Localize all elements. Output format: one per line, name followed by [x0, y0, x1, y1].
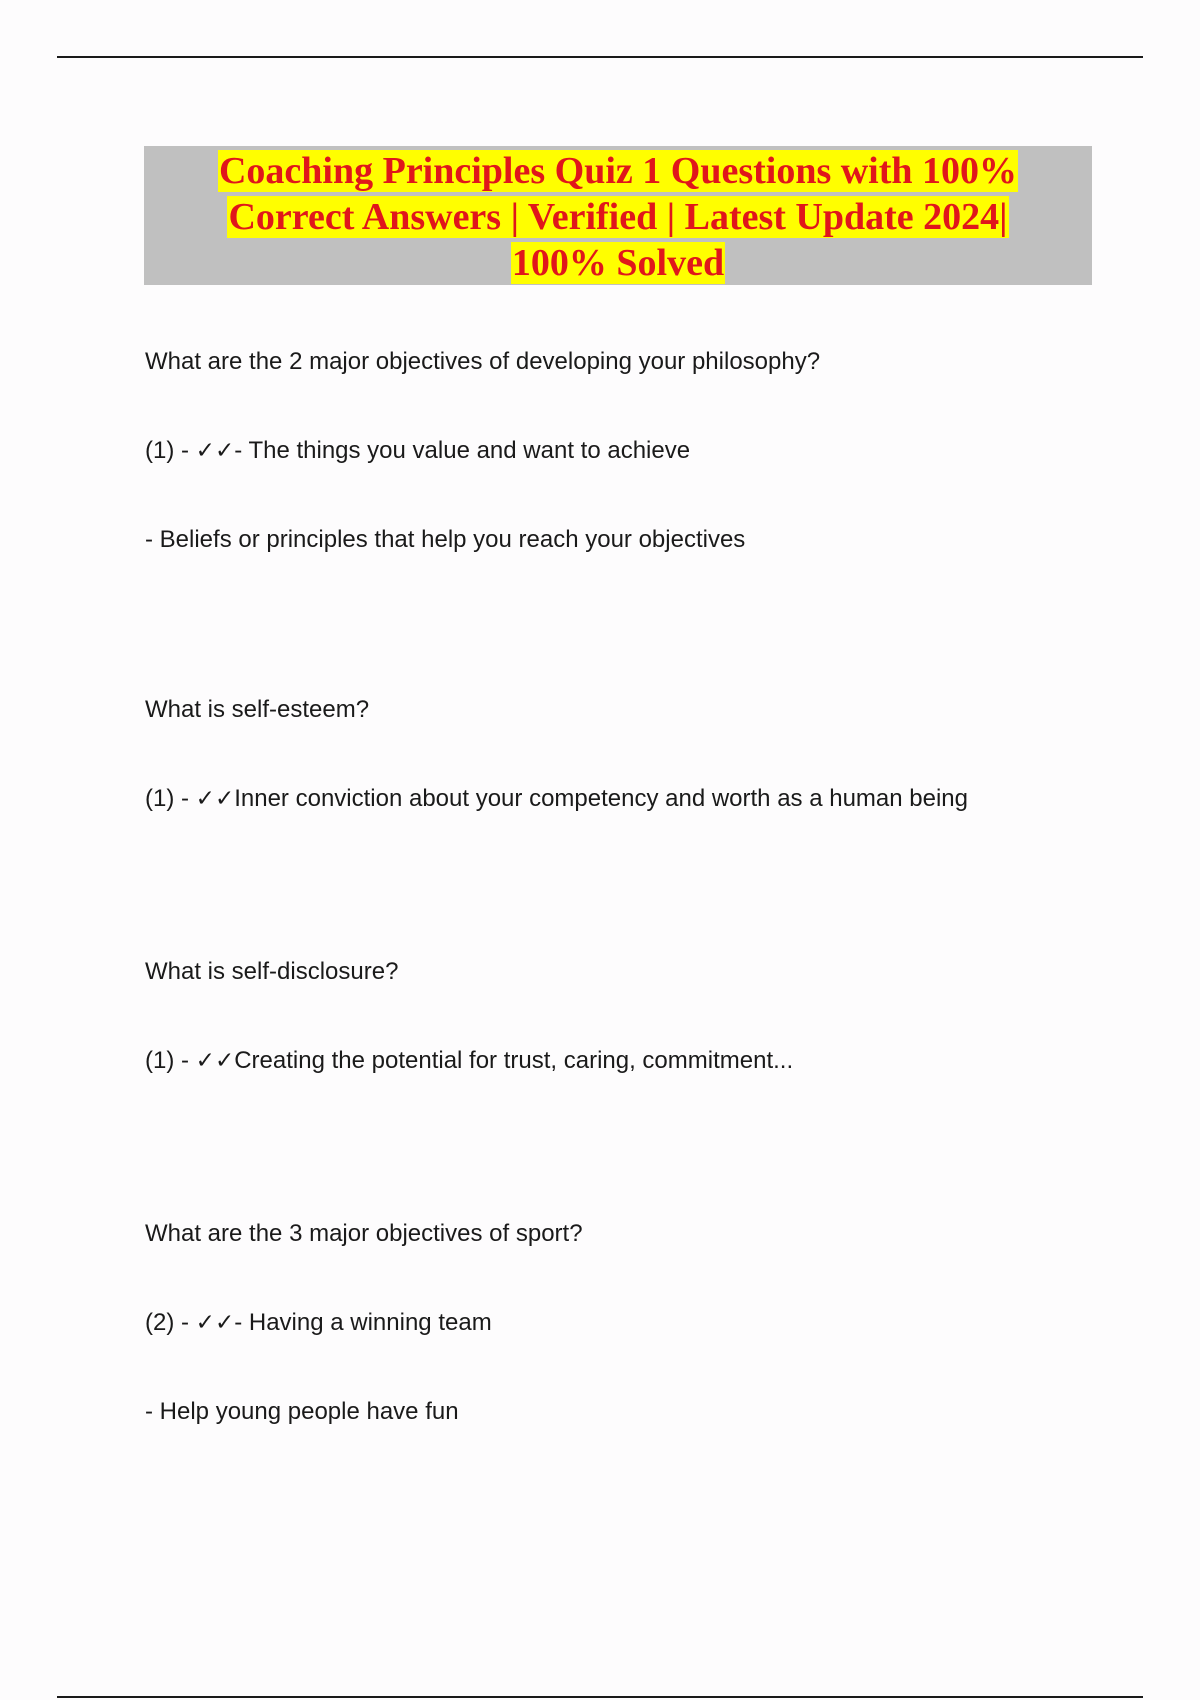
checkmark-icon: ✓✓ — [195, 1310, 235, 1336]
answer-1 — [145, 436, 690, 466]
answer-2 — [145, 784, 968, 814]
question-4: What are the 3 major objectives of sport? — [145, 1220, 583, 1247]
answer-4-line-2: - Help young people have fun — [145, 1398, 459, 1425]
answer-4 — [145, 1308, 492, 1338]
checkmark-icon: ✓✓ — [195, 1048, 235, 1074]
checkmark-icon: ✓✓ — [195, 786, 235, 812]
answer-2-prefix: (1) - — [145, 785, 196, 812]
header-rule — [57, 56, 1143, 58]
answer-3-text: Creating the potential for trust, caring, commitment... — [234, 1047, 794, 1074]
answer-1-text: - The things you value and want to achieve — [234, 437, 691, 464]
title-line-1: Coaching Principles Quiz 1 Questions with 100% — [218, 150, 1018, 192]
title-line-2: Correct Answers | Verified | Latest Update 2024| — [228, 196, 1008, 238]
answer-4-text: - Having a winning team — [234, 1309, 492, 1336]
answer-4-prefix: (2) - — [145, 1309, 196, 1336]
answer-3-prefix: (1) - — [145, 1047, 196, 1074]
answer-2-text: Inner conviction about your competency and worth as a human being — [234, 785, 968, 812]
document-title — [144, 148, 1092, 286]
answer-3 — [145, 1046, 793, 1076]
title-line-3: 100% Solved — [511, 242, 725, 284]
footer-rule — [57, 1696, 1143, 1698]
question-1: What are the 2 major objectives of developing your philosophy? — [145, 348, 821, 375]
answer-1-prefix: (1) - — [145, 437, 196, 464]
answer-1-line-2: - Beliefs or principles that help you reach your objectives — [145, 526, 746, 553]
question-3: What is self-disclosure? — [145, 958, 399, 985]
checkmark-icon: ✓✓ — [195, 438, 235, 464]
question-2: What is self-esteem? — [145, 696, 370, 723]
